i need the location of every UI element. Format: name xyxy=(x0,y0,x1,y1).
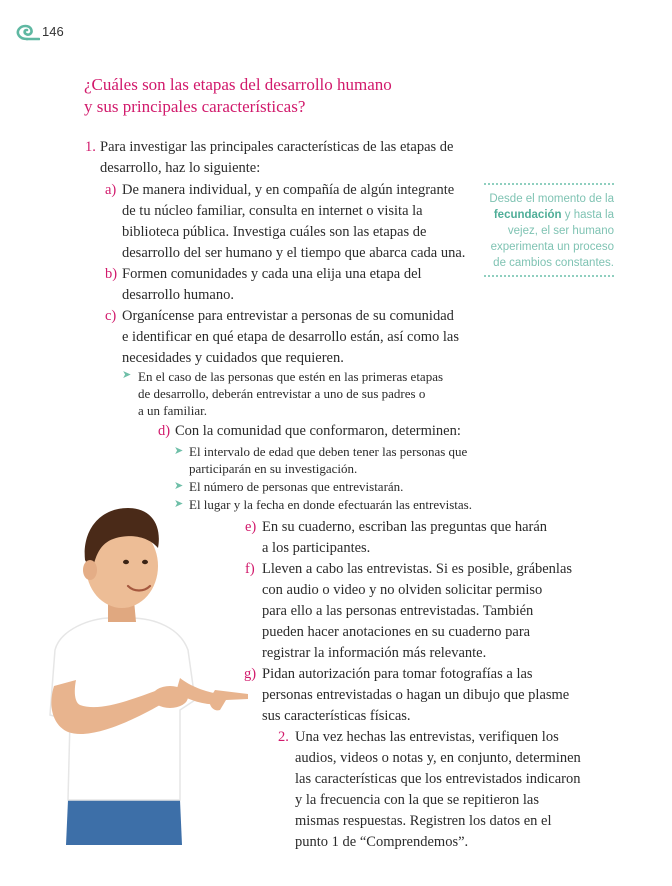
item-2-line: audios, videos o notas y, en conjunto, determinen xyxy=(295,750,581,766)
item-g-text xyxy=(262,664,569,727)
item-f-text xyxy=(262,559,572,664)
item-d-bullet-line: El número de personas que entrevistarán. xyxy=(189,479,404,494)
item-a-line: De manera individual, y en compañía de algún integrante xyxy=(122,182,455,198)
item-f-line: con audio o video y no olviden solicitar permiso xyxy=(262,582,543,598)
item-e-line: a los participantes. xyxy=(262,540,371,556)
item-a-text xyxy=(122,180,472,264)
item-c-line: necesidades y cuidados que requieren. xyxy=(122,350,344,366)
item-c-line: e identificar en qué etapa de desarrollo están, así como las xyxy=(122,329,459,345)
bullet-arrow-icon: ➤ xyxy=(122,369,132,381)
item-g-line: sus características físicas. xyxy=(262,708,411,724)
heading-line-1: ¿Cuáles son las etapas del desarrollo humano xyxy=(84,75,392,94)
item-d-bullet-line: El lugar y la fecha en donde efectuarán las entrevistas. xyxy=(189,497,472,512)
item-g-line: Pidan autorización para tomar fotografías a las xyxy=(262,666,533,682)
side-note xyxy=(484,183,614,277)
item-c-line: Organícense para entrevistar a personas de su comunidad xyxy=(122,308,454,324)
item-d-text: Con la comunidad que conformaron, determinen: xyxy=(175,423,461,439)
boy-pointing-photo xyxy=(30,500,255,845)
item-d-bullet-line: participarán en su investigación. xyxy=(189,461,358,476)
bullet-arrow-icon: ➤ xyxy=(174,498,184,510)
item-c-bullet-line: En el caso de las personas que estén en las primeras etapas xyxy=(138,369,444,384)
section-heading xyxy=(84,74,414,118)
item-e-mark: e) xyxy=(245,519,257,535)
item-b-mark: b) xyxy=(105,266,118,282)
item-2-line: punto 1 de “Comprendemos”. xyxy=(295,834,469,850)
bullet-arrow-icon: ➤ xyxy=(174,480,184,492)
item-g-mark: g) xyxy=(244,666,257,682)
item-1-line-1: Para investigar las principales características de las etapas de xyxy=(100,139,454,155)
item-2-line: Una vez hechas las entrevistas, verifiquen los xyxy=(295,729,559,745)
item-f-line: para ello a las personas entrevistadas. También xyxy=(262,603,534,619)
item-b-line: desarrollo humano. xyxy=(122,287,234,303)
item-d-mark: d) xyxy=(158,423,171,439)
item-d-bullet-line: El intervalo de edad que deben tener las personas que xyxy=(189,444,468,459)
side-note-highlight: fecundación xyxy=(493,209,562,221)
item-a-mark: a) xyxy=(105,182,117,198)
item-1-number: 1. xyxy=(85,139,96,155)
item-g-line: personas entrevistadas o hagan un dibujo que plasme xyxy=(262,687,570,703)
page-number: 146 xyxy=(42,24,64,39)
item-b-text xyxy=(122,264,422,306)
item-f-line: Lleven a cabo las entrevistas. Si es posible, grábenlas xyxy=(262,561,573,577)
item-f-mark: f) xyxy=(245,561,255,577)
bullet-arrow-icon: ➤ xyxy=(174,445,184,457)
item-f-line: pueden hacer anotaciones en su cuaderno para xyxy=(262,624,531,640)
item-c-mark: c) xyxy=(105,308,117,324)
item-2-text xyxy=(295,727,581,853)
side-note-before: Desde el momento de la xyxy=(489,193,614,205)
side-note-after: y hasta la vejez, el ser humano experimenta un proceso de cambios constantes. xyxy=(490,209,614,269)
spiral-logo-icon xyxy=(14,22,40,42)
item-f-line: registrar la información más relevante. xyxy=(262,645,487,661)
item-c-bullet xyxy=(138,368,443,419)
item-2-line: mismas respuestas. Registren los datos en el xyxy=(295,813,552,829)
item-e-text xyxy=(262,517,547,559)
item-2-line: las características que los entrevistados indicaron xyxy=(295,771,581,787)
item-a-line: de tu núcleo familiar, consulta en internet o visita la xyxy=(122,203,423,219)
item-a-line: desarrollo del ser humano y el tiempo que abarca cada una. xyxy=(122,245,466,261)
item-c-bullet-line: a un familiar. xyxy=(138,403,207,418)
item-2-line: y la frecuencia con la que se repitieron las xyxy=(295,792,539,808)
item-b-line: Formen comunidades y cada una elija una etapa del xyxy=(122,266,422,282)
item-2-number: 2. xyxy=(278,729,289,745)
item-e-line: En su cuaderno, escriban las preguntas que harán xyxy=(262,519,548,535)
heading-line-2: y sus principales características? xyxy=(84,97,306,116)
item-c-bullet-line: de desarrollo, deberán entrevistar a uno de sus padres o xyxy=(138,386,426,401)
item-a-line: biblioteca pública. Investiga cuáles son las etapas de xyxy=(122,224,427,240)
item-c-text xyxy=(122,306,459,369)
item-1-line-2: desarrollo, haz lo siguiente: xyxy=(100,160,261,176)
